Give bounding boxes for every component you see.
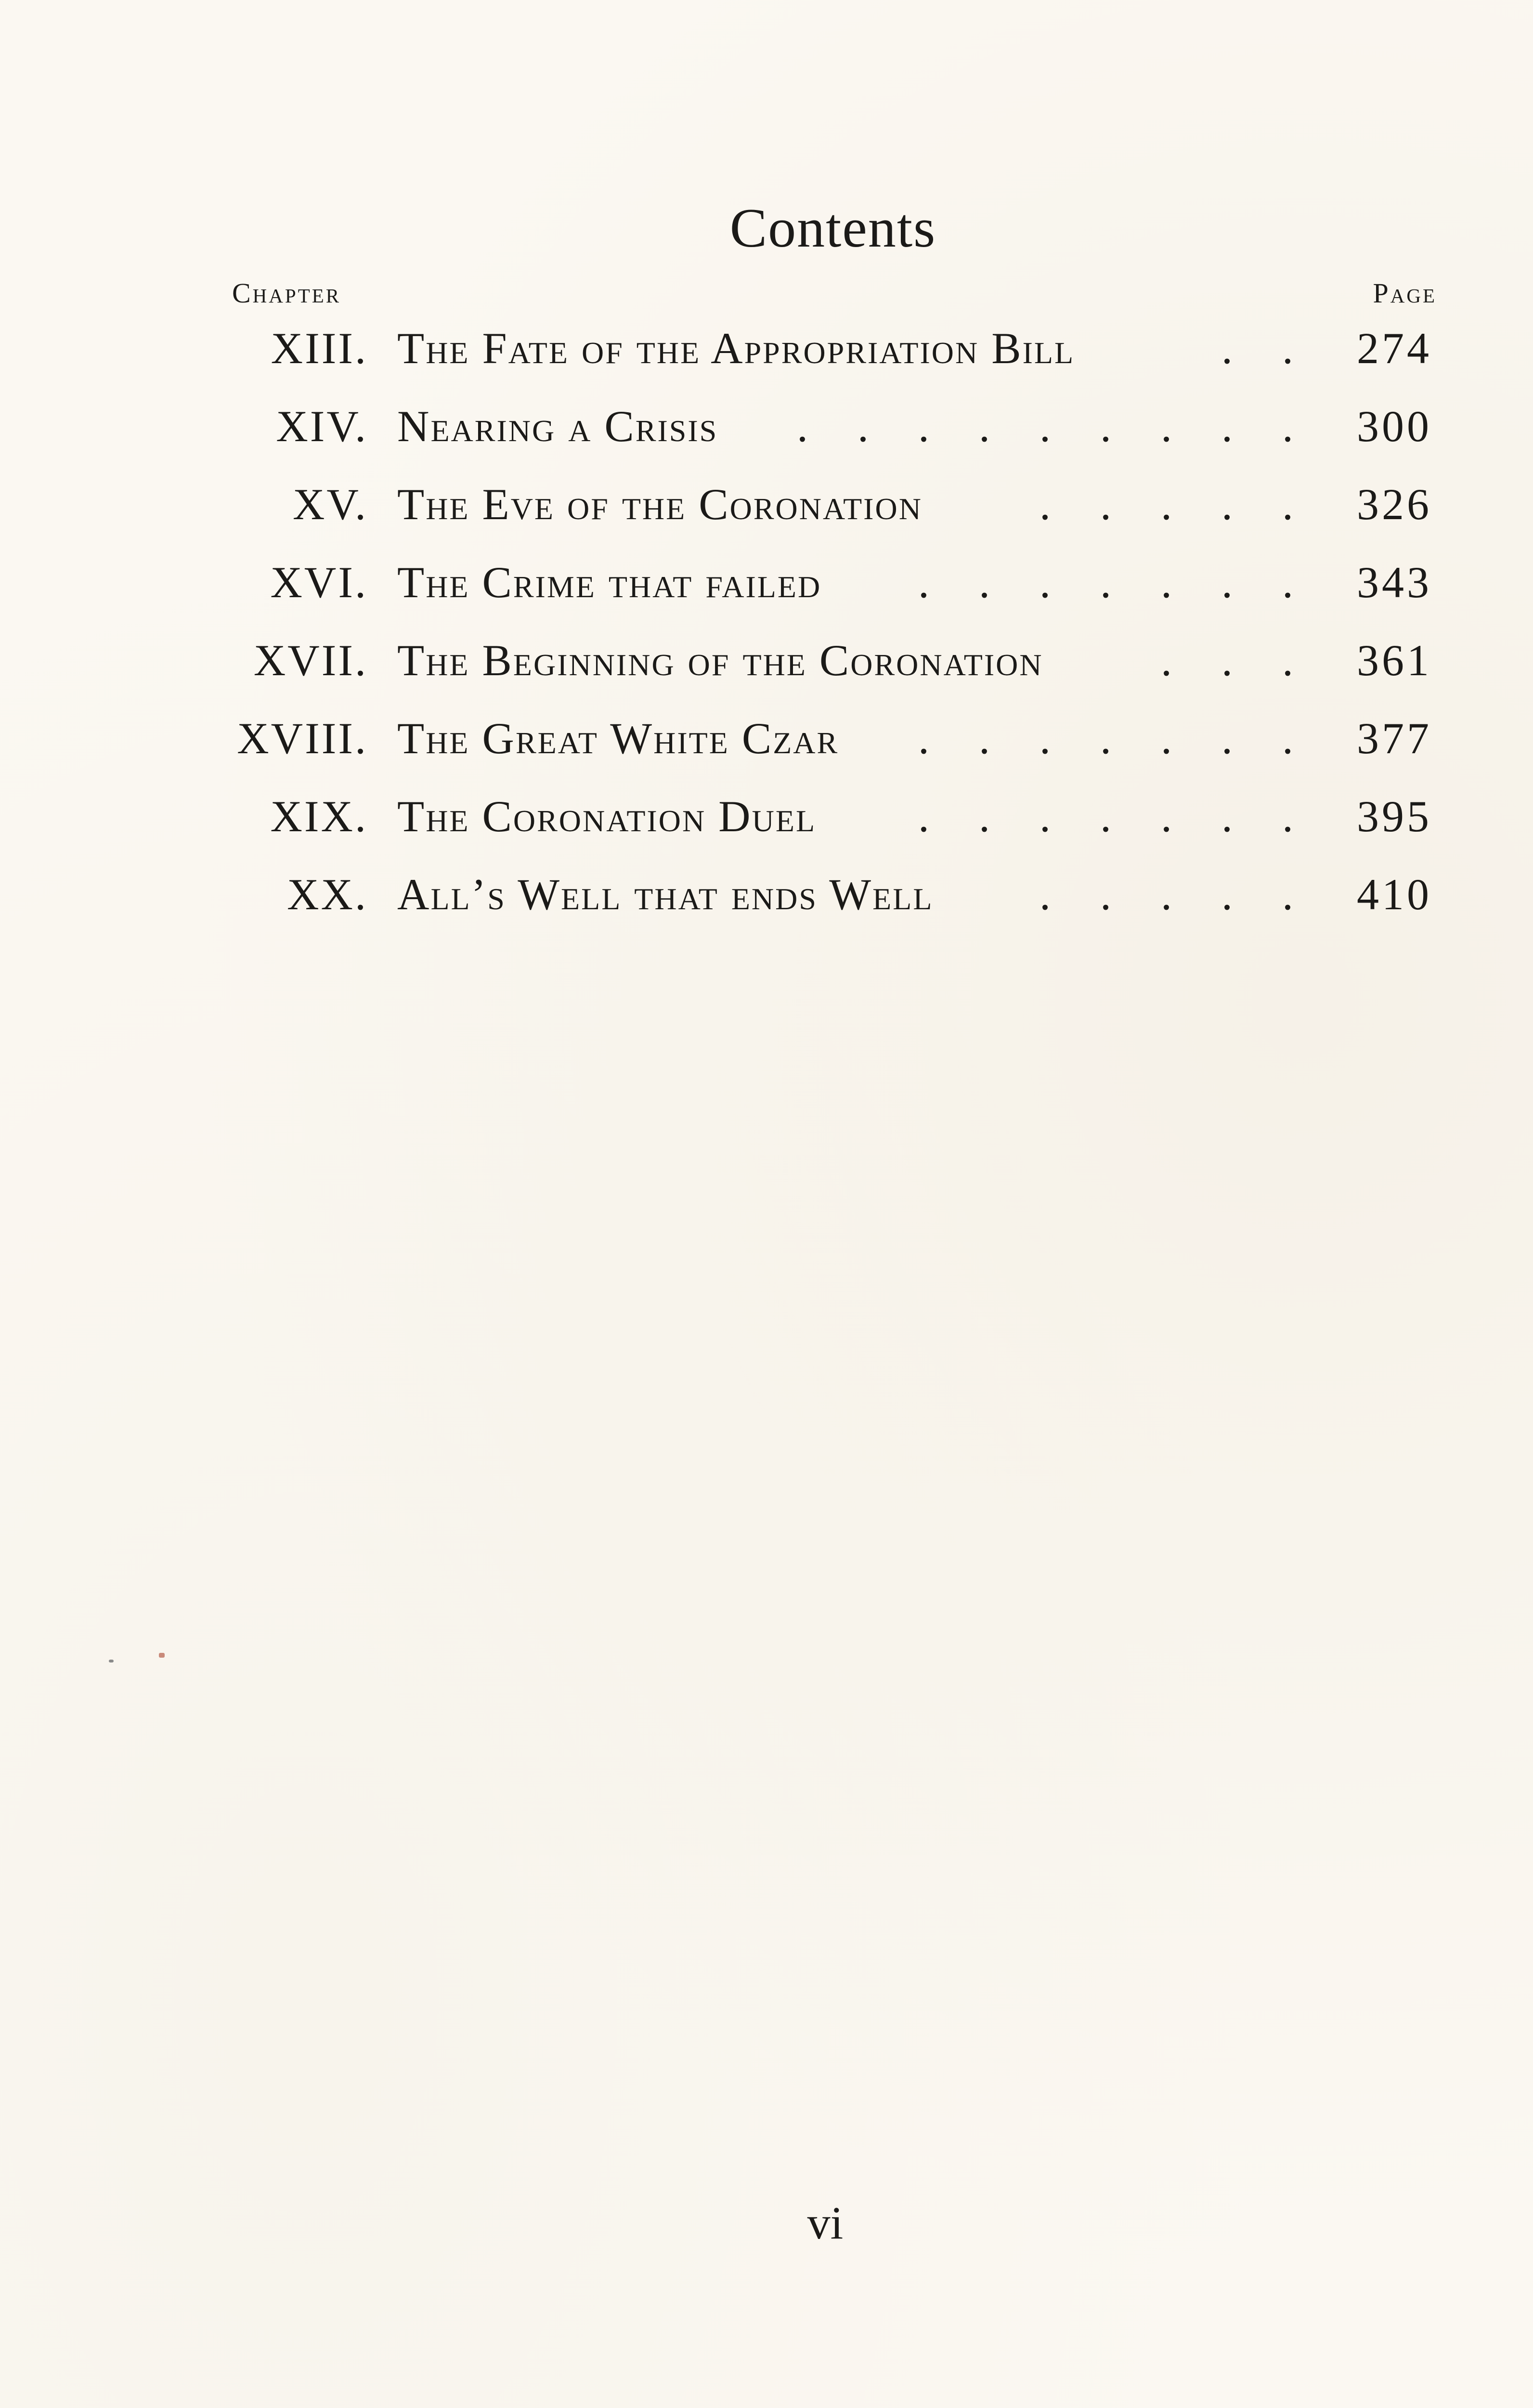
page-number: 361: [1357, 636, 1432, 685]
dot-leader: . . .: [1161, 636, 1312, 685]
page-number: 300: [1357, 402, 1432, 451]
paper-speck: [109, 1660, 114, 1662]
chapter-number: XVIII.: [237, 714, 368, 763]
dot-leader: . . . . . . .: [918, 714, 1312, 763]
toc-entry: [0, 479, 1533, 546]
chapter-title: The Eve of the Coronation: [397, 480, 922, 529]
chapter-title: The Crime that failed: [397, 558, 822, 607]
page-number: 410: [1357, 870, 1432, 919]
dot-leader: . . . . .: [1039, 480, 1312, 529]
page-number: 274: [1357, 324, 1432, 373]
chapter-title: The Coronation Duel: [397, 792, 817, 841]
toc-entry: [0, 791, 1533, 858]
toc-entry: [0, 557, 1533, 624]
chapter-title: The Great White Czar: [397, 714, 839, 763]
chapter-column-header: Chapter: [232, 277, 341, 309]
page-column-header: Page: [1373, 277, 1437, 309]
chapter-number: XVI.: [270, 558, 368, 607]
page-number: 326: [1357, 480, 1432, 529]
dot-leader: . . . . . . .: [918, 558, 1312, 607]
chapter-title: The Fate of the Appropriation Bill: [397, 324, 1075, 373]
paper-speck: [159, 1653, 165, 1658]
page-number: 343: [1357, 558, 1432, 607]
chapter-title: Nearing a Crisis: [397, 402, 718, 451]
chapter-number: XX.: [287, 870, 368, 919]
dot-leader: . . . . . . . . .: [797, 402, 1312, 451]
page-number: 395: [1357, 792, 1432, 841]
toc-entry: [0, 401, 1533, 468]
chapter-number: XIII.: [271, 324, 368, 373]
chapter-title: All’s Well that ends Well: [397, 870, 934, 919]
dot-leader: . . . . . . .: [918, 792, 1312, 841]
chapter-title: The Beginning of the Coronation: [397, 636, 1043, 685]
chapter-number: XVII.: [253, 636, 368, 685]
dot-leader: . . . . .: [1039, 870, 1312, 919]
chapter-number: XV.: [292, 480, 368, 529]
toc-entry: [0, 635, 1533, 702]
page-title: Contents: [729, 197, 936, 259]
toc-entry: [0, 713, 1533, 780]
page-folio: vi: [807, 2197, 844, 2249]
dot-leader: . .: [1221, 324, 1312, 373]
chapter-number: XIV.: [276, 402, 368, 451]
toc-entry: [0, 869, 1533, 936]
toc-entry: [0, 323, 1533, 390]
chapter-number: XIX.: [270, 792, 368, 841]
page-number: 377: [1357, 714, 1432, 763]
